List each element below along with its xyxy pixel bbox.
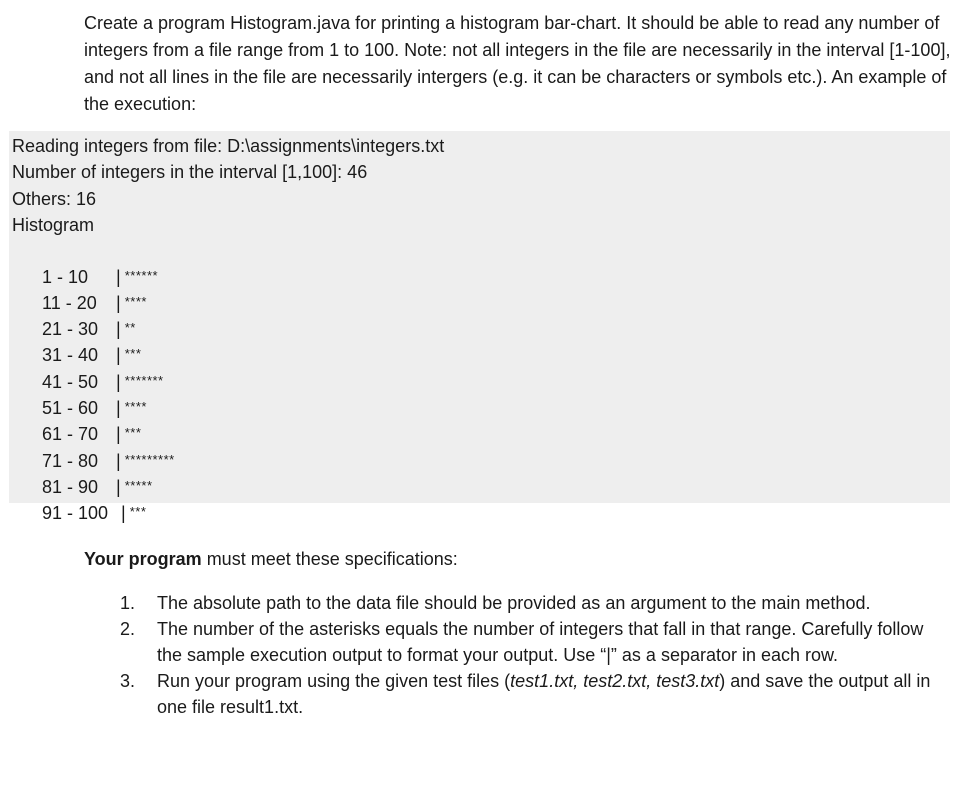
range-label: 31 - 40 bbox=[42, 345, 99, 365]
range-label: 71 - 80 bbox=[42, 451, 99, 471]
stars: *** bbox=[124, 425, 142, 440]
range-label: 61 - 70 bbox=[42, 424, 99, 444]
text-after: ) and save the output all in one file result1.txt. bbox=[157, 671, 931, 717]
requirements-list bbox=[120, 590, 950, 720]
separator: | bbox=[116, 398, 121, 418]
separator: | bbox=[116, 319, 121, 339]
list-item-text bbox=[157, 671, 930, 717]
histogram-row bbox=[22, 473, 146, 552]
sample-execution-output bbox=[9, 131, 950, 523]
text-before: Run your program using the given test files ( bbox=[157, 671, 511, 691]
separator: | bbox=[116, 424, 121, 444]
list-item-text: The number of the asterisks equals the number of integers that fall in that range. Carefully follow the sample execution output to format your output. Use “|” as a separator in each row. bbox=[157, 619, 924, 665]
spec-bold: Your program bbox=[84, 549, 202, 569]
range-label: 51 - 60 bbox=[42, 398, 99, 418]
stars: *** bbox=[124, 346, 142, 361]
list-item bbox=[120, 590, 950, 616]
list-item bbox=[120, 668, 950, 720]
stars: **** bbox=[124, 399, 147, 414]
list-number: 1. bbox=[120, 593, 136, 613]
separator: | bbox=[116, 477, 121, 497]
intro-paragraph: Create a program Histogram.java for printing a histogram bar-chart. It should be able to read any number of integers from a file range from 1 to 100. Note: not all integers in the file are necessarily in the interval [1-100], and not all lines in the file are necessarily intergers (e.g. it can be characters or symbols etc.). An example of the execution: bbox=[84, 13, 951, 114]
range-label: 91 - 100 bbox=[42, 503, 109, 523]
stars: ********* bbox=[124, 452, 175, 467]
reading-line: Reading integers from file: D:\assignments\integers.txt bbox=[12, 136, 445, 156]
list-number: 2. bbox=[120, 619, 136, 639]
specifications-heading bbox=[84, 546, 458, 572]
separator: | bbox=[116, 267, 121, 287]
separator: | bbox=[116, 451, 121, 471]
range-label: 11 - 20 bbox=[42, 293, 97, 313]
stars: ** bbox=[124, 320, 136, 335]
count-line: Number of integers in the interval [1,100]: 46 bbox=[12, 162, 368, 182]
separator: | bbox=[121, 503, 126, 523]
stars: *** bbox=[129, 504, 147, 519]
test-files: test1.txt, test2.txt, test3.txt bbox=[510, 671, 720, 691]
histogram-heading: Histogram bbox=[12, 215, 95, 235]
others-line: Others: 16 bbox=[12, 189, 97, 209]
stars: ***** bbox=[124, 478, 153, 493]
separator: | bbox=[116, 345, 121, 365]
list-item bbox=[120, 616, 950, 668]
separator: | bbox=[116, 372, 121, 392]
separator: | bbox=[116, 293, 121, 313]
stars: **** bbox=[124, 294, 147, 309]
list-number: 3. bbox=[120, 671, 136, 691]
range-label: 81 - 90 bbox=[42, 477, 99, 497]
range-label: 1 - 10 bbox=[42, 267, 89, 287]
range-label: 21 - 30 bbox=[42, 319, 99, 339]
stars: ****** bbox=[124, 268, 159, 283]
spec-rest: must meet these specifications: bbox=[201, 549, 458, 569]
stars: ******* bbox=[124, 373, 164, 388]
list-item-text: The absolute path to the data file should be provided as an argument to the main method. bbox=[157, 593, 871, 613]
range-label: 41 - 50 bbox=[42, 372, 99, 392]
